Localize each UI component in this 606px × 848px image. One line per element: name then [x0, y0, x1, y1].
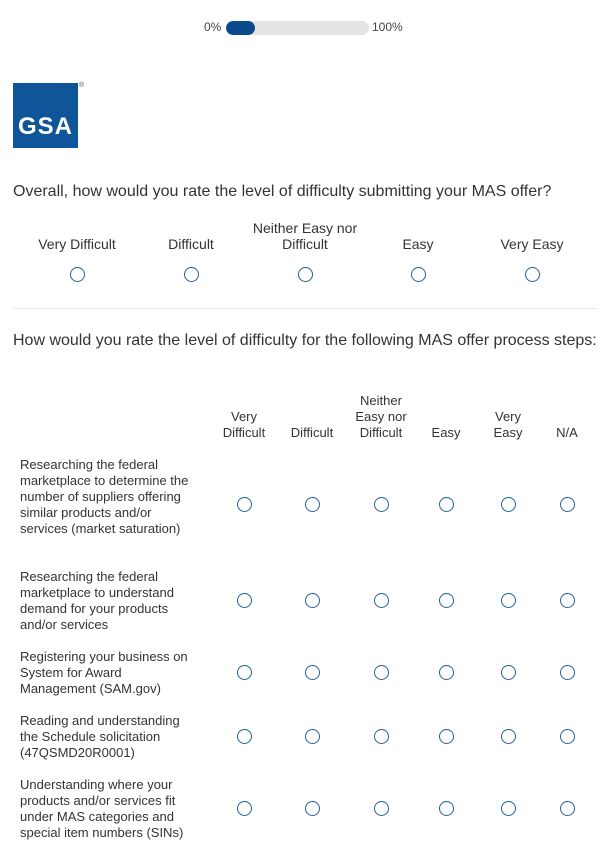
- matrix-radio-cell[interactable]: [501, 497, 516, 512]
- registered-mark: ®: [79, 82, 85, 89]
- matrix-radio-cell[interactable]: [237, 593, 252, 608]
- matrix-radio[interactable]: [305, 593, 320, 608]
- matrix-column-header: Difficult: [290, 425, 334, 440]
- progress-track: [226, 21, 369, 35]
- matrix-radio[interactable]: [237, 497, 252, 512]
- q1-radio[interactable]: [184, 267, 199, 282]
- matrix-radio[interactable]: [374, 497, 389, 512]
- progress-fill: [226, 21, 255, 35]
- matrix-radio[interactable]: [305, 665, 320, 680]
- matrix-radio-cell[interactable]: [439, 729, 454, 744]
- matrix-radio[interactable]: [501, 801, 516, 816]
- q1-radio[interactable]: [298, 267, 313, 282]
- matrix-radio[interactable]: [501, 729, 516, 744]
- matrix-radio[interactable]: [237, 665, 252, 680]
- matrix-radio-cell[interactable]: [374, 729, 389, 744]
- gsa-logo: [13, 83, 78, 148]
- matrix-radio-cell[interactable]: [501, 665, 516, 680]
- matrix-radio-cell[interactable]: [305, 801, 320, 816]
- q1-option[interactable]: [136, 220, 246, 282]
- matrix-radio-cell[interactable]: [560, 497, 575, 512]
- matrix-radio-cell[interactable]: [237, 497, 252, 512]
- matrix-radio-cell[interactable]: [560, 729, 575, 744]
- matrix-radio-cell[interactable]: [374, 665, 389, 680]
- matrix-radio[interactable]: [560, 729, 575, 744]
- question-2-title: How would you rate the level of difficulty for the following MAS offer process steps:: [13, 332, 597, 349]
- progress-start-label: 0%: [204, 20, 222, 34]
- matrix-radio[interactable]: [305, 801, 320, 816]
- matrix-row-label: Researching the federal marketplace to understand demand for your products and/or services: [20, 569, 174, 632]
- q1-option-label: Very Easy: [500, 236, 564, 252]
- matrix-radio[interactable]: [439, 497, 454, 512]
- matrix-radio-cell[interactable]: [501, 801, 516, 816]
- matrix-row-label: Registering your business on System for Award Management (SAM.gov): [20, 649, 188, 696]
- matrix-radio-cell[interactable]: [305, 665, 320, 680]
- matrix-radio-cell[interactable]: [305, 497, 320, 512]
- matrix-column-header: N/A: [556, 425, 578, 440]
- matrix-radio-cell[interactable]: [560, 593, 575, 608]
- matrix-radio[interactable]: [439, 593, 454, 608]
- matrix-radio-cell[interactable]: [439, 665, 454, 680]
- matrix-column-header: Very Easy: [493, 409, 523, 440]
- matrix-radio[interactable]: [501, 665, 516, 680]
- matrix-radio[interactable]: [560, 497, 575, 512]
- matrix-row-label: Researching the federal marketplace to determine the number of suppliers offering similar products and/or services (market saturation): [20, 457, 189, 536]
- matrix-radio-cell[interactable]: [305, 593, 320, 608]
- matrix-radio-cell[interactable]: [439, 801, 454, 816]
- matrix-radio[interactable]: [374, 801, 389, 816]
- matrix-radio[interactable]: [439, 801, 454, 816]
- matrix-radio[interactable]: [374, 729, 389, 744]
- matrix-radio[interactable]: [560, 593, 575, 608]
- matrix-radio-cell[interactable]: [374, 801, 389, 816]
- matrix-radio[interactable]: [560, 665, 575, 680]
- q1-radio[interactable]: [411, 267, 426, 282]
- matrix-radio[interactable]: [237, 729, 252, 744]
- matrix-radio-cell[interactable]: [439, 593, 454, 608]
- matrix-column-header: Neither Easy nor Difficult: [355, 393, 407, 440]
- matrix-radio-cell[interactable]: [501, 593, 516, 608]
- q1-option[interactable]: [250, 220, 360, 282]
- matrix-radio[interactable]: [560, 801, 575, 816]
- matrix-row-label: Reading and understanding the Schedule solicitation (47QSMD20R0001): [20, 713, 180, 760]
- matrix-radio[interactable]: [439, 729, 454, 744]
- q1-option-label: Neither Easy nor Difficult: [252, 220, 358, 252]
- matrix-radio[interactable]: [501, 497, 516, 512]
- q1-option-label: Very Difficult: [38, 236, 116, 252]
- matrix-radio[interactable]: [439, 665, 454, 680]
- matrix-column-header: Very Difficult: [222, 409, 266, 440]
- q1-option-label: Difficult: [168, 236, 214, 252]
- matrix-radio-cell[interactable]: [501, 729, 516, 744]
- matrix-radio[interactable]: [374, 665, 389, 680]
- q1-radio[interactable]: [525, 267, 540, 282]
- matrix-radio-cell[interactable]: [305, 729, 320, 744]
- matrix-radio[interactable]: [305, 729, 320, 744]
- matrix-radio[interactable]: [237, 593, 252, 608]
- gsa-logo-text: GSA: [17, 113, 73, 140]
- matrix-radio-cell[interactable]: [560, 801, 575, 816]
- q1-option[interactable]: [477, 220, 587, 282]
- matrix-radio[interactable]: [305, 497, 320, 512]
- q1-option-label: Easy: [402, 236, 434, 252]
- matrix-radio[interactable]: [237, 801, 252, 816]
- q1-option[interactable]: [363, 220, 473, 282]
- matrix-radio-cell[interactable]: [237, 665, 252, 680]
- matrix-row-label: Understanding where your products and/or services fit under MAS categories and special item numbers (SINs): [20, 777, 184, 840]
- matrix-radio-cell[interactable]: [439, 497, 454, 512]
- matrix-radio-cell[interactable]: [374, 497, 389, 512]
- q1-radio[interactable]: [70, 267, 85, 282]
- matrix-radio-cell[interactable]: [374, 593, 389, 608]
- divider: [13, 308, 597, 309]
- progress-end-label: 100%: [372, 20, 403, 34]
- question-1-title: Overall, how would you rate the level of difficulty submitting your MAS offer?: [13, 183, 552, 200]
- matrix-column-header: Easy: [431, 425, 461, 440]
- matrix-radio-cell[interactable]: [237, 729, 252, 744]
- q1-option[interactable]: [22, 220, 132, 282]
- matrix-radio[interactable]: [501, 593, 516, 608]
- matrix-radio-cell[interactable]: [237, 801, 252, 816]
- matrix-radio[interactable]: [374, 593, 389, 608]
- progress-bar: [0, 18, 606, 38]
- matrix-radio-cell[interactable]: [560, 665, 575, 680]
